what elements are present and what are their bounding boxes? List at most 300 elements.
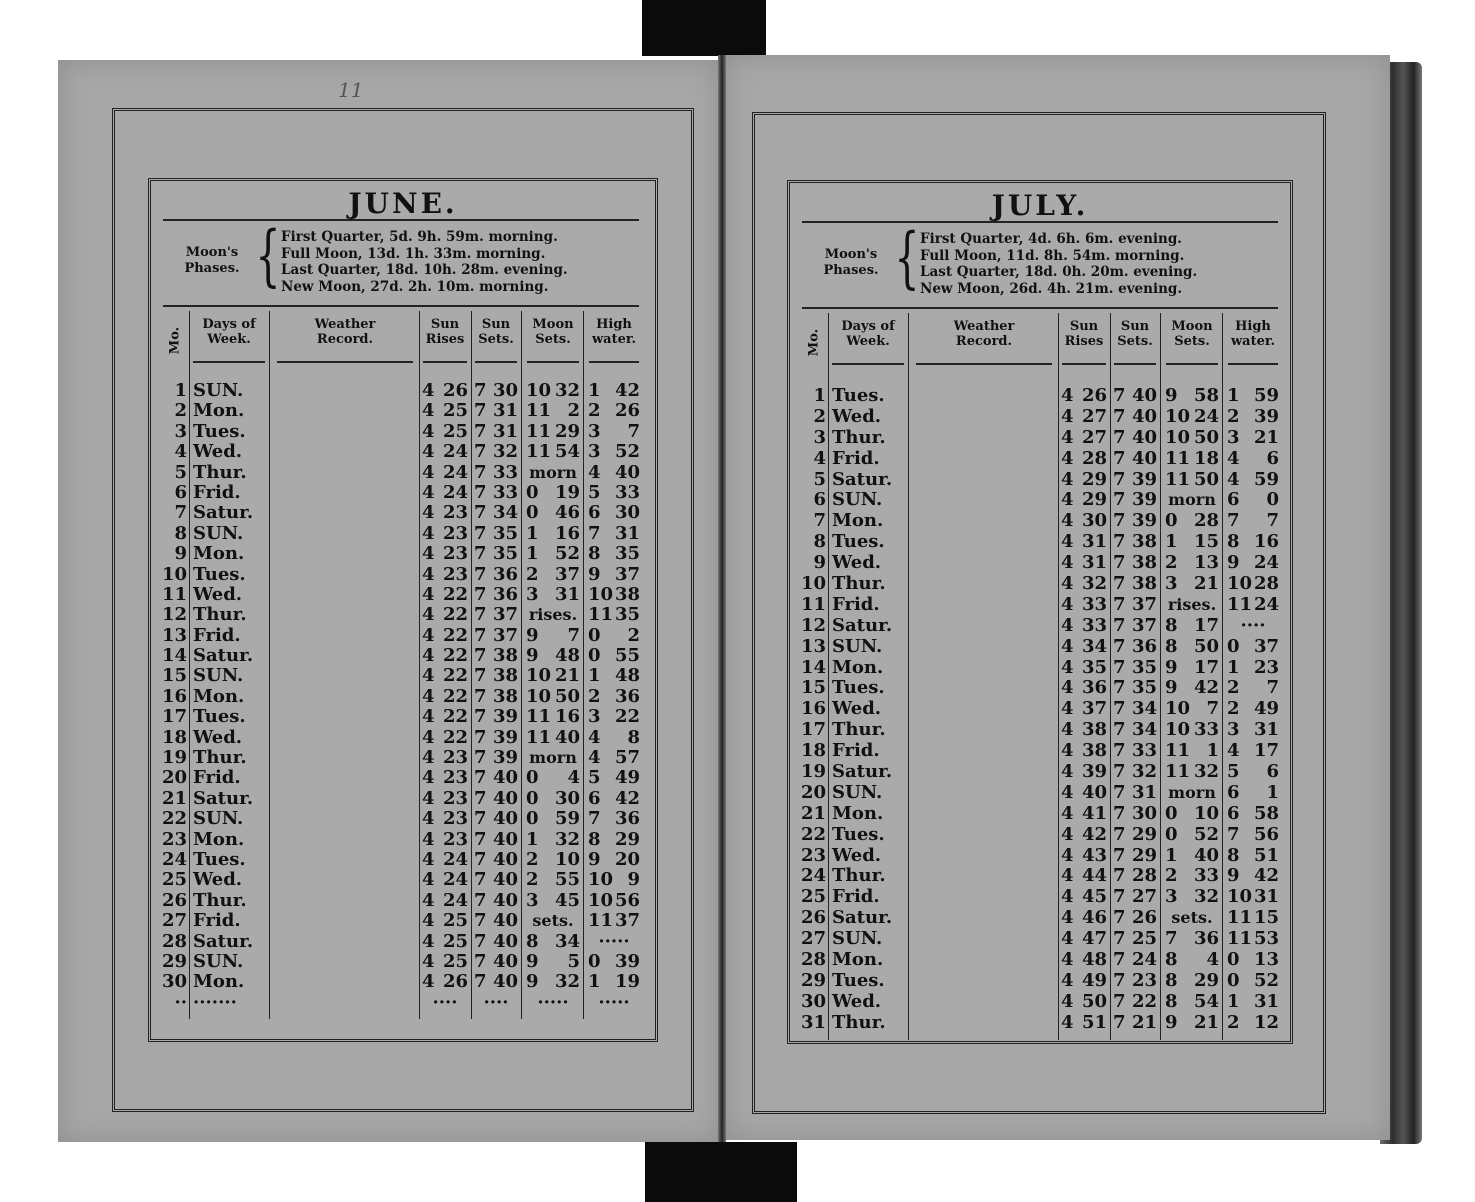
time-part: 4 bbox=[1061, 385, 1074, 406]
sun-sets bbox=[1113, 1013, 1157, 1034]
time-part: 49 bbox=[614, 767, 640, 789]
time-part: 5 bbox=[588, 767, 601, 789]
high-water bbox=[1227, 804, 1279, 825]
header-underline bbox=[1114, 363, 1156, 365]
sun-sets bbox=[1113, 825, 1157, 846]
sun-sets bbox=[474, 524, 518, 544]
day-of-week: Tues. bbox=[193, 563, 246, 585]
day-of-week: Satur. bbox=[193, 502, 254, 524]
time-part: 4 bbox=[422, 665, 435, 687]
sun-rises bbox=[1061, 762, 1107, 783]
time-part: 58 bbox=[1193, 385, 1219, 406]
day-of-week: Tues. bbox=[193, 848, 246, 870]
time-part: 9 bbox=[1227, 865, 1240, 887]
time-part: 29 bbox=[1081, 468, 1107, 490]
table-row bbox=[790, 825, 1290, 846]
time-part: 7 bbox=[1113, 865, 1126, 887]
moon-phase-line: New Moon, 26d. 4h. 21m. evening. bbox=[920, 280, 1183, 297]
time-part: 40 bbox=[1081, 781, 1107, 803]
high-water bbox=[588, 605, 640, 625]
moon-sets bbox=[526, 422, 580, 442]
time-part: 33 bbox=[1081, 593, 1107, 615]
moon-sets: morn bbox=[1168, 782, 1216, 802]
day-of-week: Satur. bbox=[832, 468, 893, 490]
time-part: 26 bbox=[1131, 907, 1157, 929]
time-part: 7 bbox=[1113, 1011, 1126, 1033]
time-part: 10 bbox=[526, 685, 552, 707]
day-of-week: Mon. bbox=[832, 656, 884, 678]
sun-rises bbox=[422, 911, 468, 931]
table-row bbox=[790, 637, 1290, 658]
time-part: 0 bbox=[1165, 823, 1178, 845]
sun-sets bbox=[474, 850, 518, 870]
time-part: 30 bbox=[614, 502, 640, 524]
header-days bbox=[828, 319, 908, 349]
time-part: 23 bbox=[1131, 969, 1157, 991]
high-water bbox=[588, 830, 640, 850]
time-part: 6 bbox=[1266, 447, 1279, 469]
sun-sets bbox=[1113, 407, 1157, 428]
table-row bbox=[790, 678, 1290, 699]
sun-sets bbox=[1113, 470, 1157, 491]
time-part: 4 bbox=[1061, 426, 1074, 448]
time-part: 21 bbox=[1193, 573, 1219, 595]
day-of-week: Satur. bbox=[832, 761, 893, 783]
sun-sets bbox=[1113, 783, 1157, 804]
table-row bbox=[790, 992, 1290, 1013]
high-water bbox=[588, 870, 640, 890]
day-number: 19 bbox=[800, 761, 826, 783]
sun-sets bbox=[474, 768, 518, 788]
table-row bbox=[151, 911, 651, 931]
moon-sets bbox=[526, 768, 580, 788]
time-part: 7 bbox=[1165, 928, 1178, 950]
moon-sets bbox=[526, 503, 580, 523]
time-part: 37 bbox=[1131, 593, 1157, 615]
moon-phase-line: Full Moon, 11d. 8h. 54m. morning. bbox=[920, 247, 1185, 264]
time-part: 32 bbox=[492, 441, 518, 463]
moon-sets bbox=[1165, 950, 1219, 971]
time-part: 7 bbox=[474, 848, 487, 870]
time-part: 4 bbox=[422, 380, 435, 401]
moon-sets bbox=[526, 565, 580, 585]
time-part: 40 bbox=[492, 971, 518, 993]
time-part: 50 bbox=[1081, 990, 1107, 1012]
time-part: 39 bbox=[1253, 405, 1279, 427]
sun-rises bbox=[422, 565, 468, 585]
sun-sets bbox=[1113, 574, 1157, 595]
day-of-week: Frid. bbox=[832, 740, 880, 762]
time-part: 4 bbox=[1061, 740, 1074, 762]
high-water bbox=[588, 666, 640, 686]
time-part: 52 bbox=[554, 543, 580, 565]
time-part: 40 bbox=[492, 910, 518, 932]
time-part: 32 bbox=[554, 971, 580, 993]
time-part: 26 bbox=[614, 400, 640, 422]
header-high-water bbox=[1224, 319, 1282, 349]
day-number: 6 bbox=[813, 489, 826, 511]
moon-sets bbox=[1165, 1013, 1219, 1034]
time-part: 38 bbox=[614, 583, 640, 605]
time-part: 33 bbox=[1131, 740, 1157, 762]
time-part: 4 bbox=[567, 767, 580, 789]
time-part: 0 bbox=[588, 645, 601, 667]
time-part: 9 bbox=[526, 645, 539, 667]
moon-sets: morn bbox=[1168, 490, 1216, 510]
table-row bbox=[790, 720, 1290, 741]
time-part: 10 bbox=[1227, 573, 1253, 595]
day-of-week: Mon. bbox=[193, 828, 245, 850]
time-part: 4 bbox=[1061, 614, 1074, 636]
header-underline bbox=[423, 361, 467, 363]
table-row bbox=[151, 646, 651, 666]
time-part: 2 bbox=[1165, 865, 1178, 887]
header-line: Sun bbox=[1069, 319, 1099, 334]
header-line: Moon bbox=[1171, 319, 1213, 334]
time-part: 9 bbox=[1227, 552, 1240, 574]
sun-rises bbox=[1061, 616, 1107, 637]
time-part: 18 bbox=[1193, 447, 1219, 469]
sun-rises bbox=[422, 585, 468, 605]
sun-sets bbox=[1113, 553, 1157, 574]
sun-sets bbox=[474, 483, 518, 503]
time-part: 34 bbox=[1131, 719, 1157, 741]
time-part: 4 bbox=[588, 747, 601, 769]
day-of-week: SUN. bbox=[193, 380, 244, 401]
table-row bbox=[790, 574, 1290, 595]
high-water bbox=[588, 442, 640, 462]
sun-rises bbox=[1061, 825, 1107, 846]
time-part: 36 bbox=[1193, 928, 1219, 950]
sun-sets bbox=[1113, 595, 1157, 616]
time-part: 7 bbox=[1113, 510, 1126, 532]
time-part: 54 bbox=[1193, 990, 1219, 1012]
table-row bbox=[790, 783, 1290, 804]
table-row bbox=[151, 993, 651, 1013]
sun-sets bbox=[474, 381, 518, 401]
moon-sets bbox=[526, 666, 580, 686]
day-number: 21 bbox=[161, 787, 187, 809]
time-part: 59 bbox=[554, 808, 580, 830]
time-part: 4 bbox=[422, 930, 435, 952]
time-part: 7 bbox=[1113, 719, 1126, 741]
moon-sets bbox=[1165, 407, 1219, 428]
high-water bbox=[588, 626, 640, 646]
time-part: 24 bbox=[442, 461, 468, 483]
day-number: 14 bbox=[161, 645, 187, 667]
time-part: 3 bbox=[588, 420, 601, 442]
time-part: 2 bbox=[1227, 677, 1240, 699]
table-row bbox=[790, 511, 1290, 532]
time-part: 4 bbox=[588, 726, 601, 748]
time-part: 7 bbox=[474, 441, 487, 463]
moon-sets bbox=[526, 381, 580, 401]
time-part: 35 bbox=[1081, 656, 1107, 678]
moon-phases-label bbox=[177, 245, 247, 277]
day-number: 4 bbox=[174, 441, 187, 463]
moon-sets bbox=[1165, 658, 1219, 679]
header-sun-rises bbox=[1058, 319, 1110, 349]
time-part: 1 bbox=[1227, 656, 1240, 678]
moon-sets bbox=[526, 952, 580, 972]
time-part: 2 bbox=[1227, 698, 1240, 720]
time-part: 4 bbox=[422, 808, 435, 830]
time-part: 11 bbox=[526, 726, 552, 748]
time-part: 11 bbox=[1227, 928, 1253, 950]
moon-sets bbox=[1165, 866, 1219, 887]
day-number: 16 bbox=[161, 685, 187, 707]
time-part: 1 bbox=[1227, 990, 1240, 1012]
table-row bbox=[790, 595, 1290, 616]
time-part: 11 bbox=[588, 910, 614, 932]
sun-rises bbox=[1061, 866, 1107, 887]
time-part: 22 bbox=[442, 726, 468, 748]
time-part: 48 bbox=[1081, 949, 1107, 971]
time-part: 4 bbox=[1061, 510, 1074, 532]
high-water bbox=[588, 891, 640, 911]
table-row bbox=[151, 707, 651, 727]
moon-sets bbox=[526, 707, 580, 727]
moon-sets bbox=[1165, 741, 1219, 762]
sun-rises bbox=[1061, 699, 1107, 720]
time-part: 37 bbox=[554, 563, 580, 585]
time-part: 7 bbox=[567, 624, 580, 646]
june-rows bbox=[151, 381, 651, 1013]
sun-sets bbox=[474, 911, 518, 931]
moon-sets bbox=[1165, 720, 1219, 741]
time-part: 7 bbox=[1113, 552, 1126, 574]
sun-rises bbox=[422, 850, 468, 870]
time-part: 7 bbox=[1113, 426, 1126, 448]
moon-sets: ····· bbox=[537, 991, 569, 1013]
time-part: 4 bbox=[1061, 907, 1074, 929]
time-part: 4 bbox=[422, 685, 435, 707]
high-water bbox=[1227, 595, 1279, 616]
time-part: 50 bbox=[554, 685, 580, 707]
table-row bbox=[790, 553, 1290, 574]
high-water bbox=[588, 381, 640, 401]
table-row bbox=[151, 952, 651, 972]
time-part: 49 bbox=[1081, 969, 1107, 991]
time-part: 7 bbox=[474, 685, 487, 707]
time-part: 2 bbox=[1227, 1011, 1240, 1033]
time-part: 7 bbox=[474, 420, 487, 442]
sun-sets bbox=[1113, 699, 1157, 720]
day-of-week: Thur. bbox=[193, 461, 247, 483]
time-part: 29 bbox=[554, 420, 580, 442]
sun-sets bbox=[1113, 741, 1157, 762]
time-part: 30 bbox=[554, 787, 580, 809]
time-part: 40 bbox=[1131, 385, 1157, 406]
table-row bbox=[151, 422, 651, 442]
day-of-week: Thur. bbox=[832, 573, 886, 595]
moon-sets bbox=[526, 870, 580, 890]
time-part: 23 bbox=[442, 502, 468, 524]
header-line: Rises bbox=[1064, 334, 1104, 349]
time-part: 40 bbox=[554, 726, 580, 748]
time-part: 39 bbox=[1081, 761, 1107, 783]
time-part: 45 bbox=[1081, 886, 1107, 908]
day-number: 8 bbox=[174, 522, 187, 544]
time-part: 7 bbox=[1113, 761, 1126, 783]
time-part: 7 bbox=[627, 420, 640, 442]
time-part: 2 bbox=[1165, 552, 1178, 574]
time-part: 4 bbox=[1061, 1011, 1074, 1033]
time-part: 16 bbox=[554, 522, 580, 544]
header-sun-sets bbox=[1110, 319, 1160, 349]
time-part: 26 bbox=[442, 380, 468, 401]
time-part: 40 bbox=[1131, 447, 1157, 469]
time-part: 23 bbox=[442, 787, 468, 809]
moon-sets bbox=[1165, 762, 1219, 783]
sun-rises bbox=[422, 809, 468, 829]
time-part: 16 bbox=[1253, 531, 1279, 553]
high-water bbox=[588, 687, 640, 707]
time-part: 39 bbox=[1131, 468, 1157, 490]
sun-rises: ···· bbox=[432, 991, 458, 1013]
time-part: 45 bbox=[554, 889, 580, 911]
time-part: 4 bbox=[1061, 635, 1074, 657]
day-number: ·· bbox=[174, 991, 187, 1013]
sun-sets bbox=[1113, 449, 1157, 470]
time-part: 4 bbox=[1061, 677, 1074, 699]
table-row bbox=[790, 616, 1290, 637]
table-row bbox=[151, 401, 651, 421]
moon-sets bbox=[1165, 553, 1219, 574]
time-part: 28 bbox=[1193, 510, 1219, 532]
day-number: 10 bbox=[800, 573, 826, 595]
june-title: JUNE. bbox=[348, 187, 458, 220]
pencil-mark: 11 bbox=[338, 78, 364, 102]
time-part: 40 bbox=[492, 848, 518, 870]
time-part: 25 bbox=[442, 950, 468, 972]
time-part: 4 bbox=[1061, 928, 1074, 950]
time-part: 40 bbox=[492, 950, 518, 972]
sun-sets bbox=[1113, 929, 1157, 950]
day-of-week: Frid. bbox=[832, 886, 880, 908]
table-row bbox=[790, 532, 1290, 553]
time-part: 27 bbox=[1081, 405, 1107, 427]
day-number: 30 bbox=[800, 990, 826, 1012]
sun-sets bbox=[1113, 887, 1157, 908]
high-water bbox=[1227, 637, 1279, 658]
high-water bbox=[588, 952, 640, 972]
time-part: 6 bbox=[1227, 802, 1240, 824]
time-part: 17 bbox=[1193, 614, 1219, 636]
day-of-week: SUN. bbox=[832, 928, 883, 950]
time-part: 40 bbox=[492, 930, 518, 952]
moon-sets bbox=[526, 830, 580, 850]
day-number: 27 bbox=[161, 910, 187, 932]
high-water bbox=[1227, 929, 1279, 950]
time-part: 7 bbox=[474, 930, 487, 952]
time-part: 28 bbox=[1081, 447, 1107, 469]
time-part: 0 bbox=[1227, 969, 1240, 991]
time-part: 10 bbox=[526, 380, 552, 401]
day-number: 29 bbox=[800, 969, 826, 991]
time-part: 7 bbox=[474, 889, 487, 911]
day-number: 15 bbox=[161, 665, 187, 687]
time-part: 28 bbox=[1253, 573, 1279, 595]
sun-sets bbox=[474, 585, 518, 605]
sun-sets bbox=[1113, 846, 1157, 867]
day-number: 17 bbox=[800, 719, 826, 741]
time-part: 59 bbox=[1253, 468, 1279, 490]
time-part: 40 bbox=[492, 889, 518, 911]
time-part: 10 bbox=[1227, 886, 1253, 908]
sun-rises bbox=[1061, 658, 1107, 679]
time-part: 31 bbox=[492, 420, 518, 442]
header-sun-sets bbox=[471, 317, 521, 347]
day-number: 23 bbox=[161, 828, 187, 850]
june-title-rule bbox=[163, 219, 639, 221]
time-part: 7 bbox=[474, 624, 487, 646]
high-water bbox=[1227, 449, 1279, 470]
time-part: 31 bbox=[554, 583, 580, 605]
sun-rises bbox=[422, 870, 468, 890]
table-row bbox=[790, 658, 1290, 679]
high-water bbox=[588, 646, 640, 666]
sun-rises bbox=[1061, 532, 1107, 553]
time-part: 7 bbox=[474, 400, 487, 422]
time-part: 7 bbox=[474, 583, 487, 605]
header-line: High bbox=[596, 317, 632, 332]
sun-rises bbox=[1061, 470, 1107, 491]
time-part: 4 bbox=[422, 767, 435, 789]
day-of-week: Satur. bbox=[832, 907, 893, 929]
day-number: 17 bbox=[161, 706, 187, 728]
table-row bbox=[151, 809, 651, 829]
moon-sets: rises. bbox=[1167, 594, 1217, 614]
day-number: 3 bbox=[813, 426, 826, 448]
moon-sets: morn bbox=[529, 748, 577, 768]
time-part: 4 bbox=[422, 910, 435, 932]
time-part: 23 bbox=[442, 563, 468, 585]
moon-sets bbox=[1165, 637, 1219, 658]
sun-rises bbox=[422, 544, 468, 564]
day-of-week: Wed. bbox=[193, 869, 243, 891]
time-part: 7 bbox=[474, 706, 487, 728]
time-part: 11 bbox=[588, 604, 614, 626]
time-part: 7 bbox=[1227, 823, 1240, 845]
time-part: 0 bbox=[1227, 635, 1240, 657]
high-water bbox=[1227, 407, 1279, 428]
day-of-week: Thur. bbox=[832, 719, 886, 741]
time-part: 4 bbox=[1061, 552, 1074, 574]
moon-sets bbox=[526, 483, 580, 503]
time-part: 38 bbox=[1131, 552, 1157, 574]
time-part: 7 bbox=[474, 543, 487, 565]
day-number: 12 bbox=[161, 604, 187, 626]
time-part: 7 bbox=[1113, 656, 1126, 678]
time-part: 11 bbox=[526, 441, 552, 463]
day-number: 12 bbox=[800, 614, 826, 636]
high-water bbox=[588, 972, 640, 992]
sun-sets bbox=[474, 463, 518, 483]
header-line: Record. bbox=[955, 334, 1013, 349]
high-water bbox=[1227, 950, 1279, 971]
time-part: 10 bbox=[1193, 802, 1219, 824]
table-row bbox=[151, 503, 651, 523]
day-number: 28 bbox=[800, 949, 826, 971]
time-part: 7 bbox=[474, 787, 487, 809]
high-water bbox=[1227, 511, 1279, 532]
day-number: 8 bbox=[813, 531, 826, 553]
day-number: 25 bbox=[800, 886, 826, 908]
sun-sets bbox=[474, 707, 518, 727]
high-water bbox=[588, 850, 640, 870]
time-part: 4 bbox=[422, 481, 435, 503]
